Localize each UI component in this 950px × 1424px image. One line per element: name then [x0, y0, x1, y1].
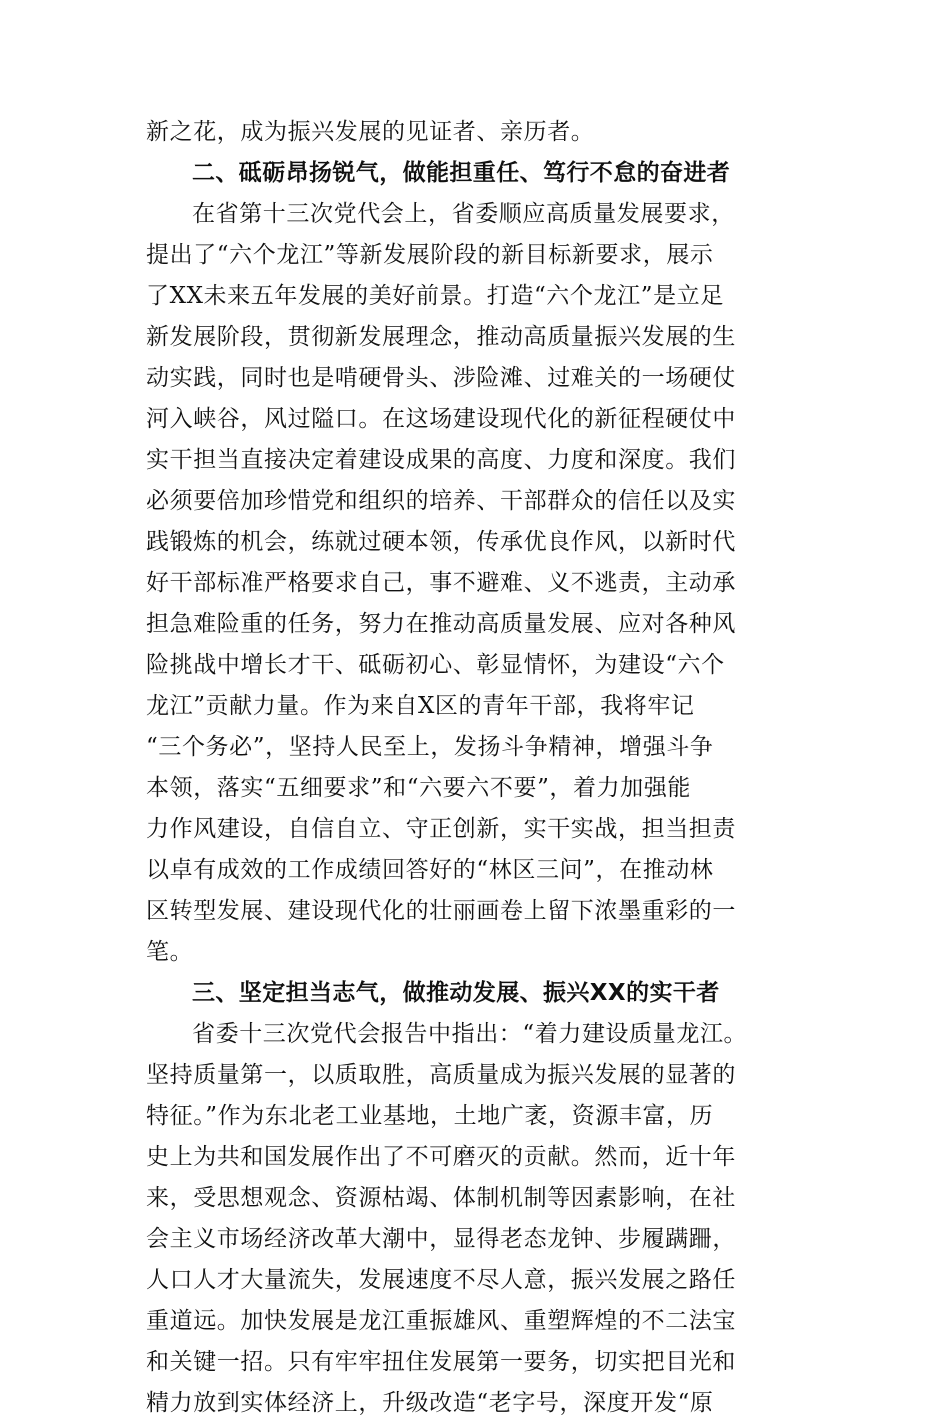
paragraph-line: 了XX未来五年发展的美好前景。打造“六个龙江”是立足: [146, 283, 724, 309]
paragraph-line: 人口人才大量流失，发展速度不尽人意，振兴发展之路任: [146, 1267, 736, 1293]
paragraph-line: 重道远。加快发展是龙江重振雄风、重塑辉煌的不二法宝: [146, 1308, 736, 1334]
paragraph-line: 精力放到实体经济上，升级改造“老字号，深度开发“原: [146, 1390, 714, 1416]
paragraph-line: 来，受思想观念、资源枯竭、体制机制等因素影响，在社: [146, 1185, 736, 1211]
document-body: [146, 112, 826, 1424]
paragraph-line: 提出了“六个龙江”等新发展阶段的新目标新要求，展示: [146, 242, 714, 268]
paragraph-line: 省委十三次党代会报告中指出：“着力建设质量龙江。: [192, 1021, 748, 1047]
paragraph-line: 会主义市场经济改革大潮中，显得老态龙钟、步履蹒跚，: [146, 1226, 736, 1252]
paragraph-line: 特征。”作为东北老工业基地，土地广袤，资源丰富，历: [146, 1103, 714, 1129]
paragraph-line: 和关键一招。只有牢牢扭住发展第一要务，切实把目光和: [146, 1349, 736, 1375]
paragraph-line: 担急难险重的任务，努力在推动高质量发展、应对各种风: [146, 611, 736, 637]
paragraph-line: “三个务必”，坚持人民至上，发扬斗争精神，增强斗争: [146, 734, 714, 760]
paragraph-line: 本领，落实“五细要求”和“六要六不要”，着力加强能: [146, 775, 692, 801]
paragraph-line: 践锻炼的机会，练就过硬本领，传承优良作风，以新时代: [146, 529, 736, 555]
paragraph-line: 好干部标准严格要求自己，事不避难、义不逃责，主动承: [146, 570, 736, 596]
section-heading: 三、坚定担当志气，做推动发展、振兴XX的实干者: [192, 980, 720, 1006]
paragraph-line: 新之花，成为振兴发展的见证者、亲历者。: [146, 119, 595, 145]
paragraph-line: 在省第十三次党代会上，省委顺应高质量发展要求，: [192, 201, 735, 227]
paragraph-line: 力作风建设，自信自立、守正创新，实干实战，担当担责: [146, 816, 736, 842]
paragraph-line: 以卓有成效的工作成绩回答好的“林区三问”，在推动林: [146, 857, 714, 883]
section-heading: 二、砥砺昂扬锐气，做能担重任、笃行不怠的奋进者: [192, 160, 731, 186]
paragraph-line: 区转型发展、建设现代化的壮丽画卷上留下浓墨重彩的一: [146, 898, 736, 924]
paragraph-line: 坚持质量第一，以质取胜，高质量成为振兴发展的显著的: [146, 1062, 736, 1088]
paragraph-line: 笔。: [146, 939, 194, 965]
paragraph-line: 龙江”贡献力量。作为来自X区的青年干部，我将牢记: [146, 693, 695, 719]
paragraph-line: 动实践，同时也是啃硬骨头、涉险滩、过难关的一场硬仗: [146, 365, 736, 391]
paragraph-line: 必须要倍加珍惜党和组织的培养、干部群众的信任以及实: [146, 488, 736, 514]
paragraph-line: 河入峡谷，风过隘口。在这场建设现代化的新征程硬仗中: [146, 406, 736, 432]
paragraph-line: 史上为共和国发展作出了不可磨灭的贡献。然而，近十年: [146, 1144, 736, 1170]
paragraph-line: 险挑战中增长才干、砥砺初心、彰显情怀，为建设“六个: [146, 652, 725, 678]
paragraph-line: 实干担当直接决定着建设成果的高度、力度和深度。我们: [146, 447, 736, 473]
paragraph-line: 新发展阶段，贯彻新发展理念，推动高质量振兴发展的生: [146, 324, 736, 350]
